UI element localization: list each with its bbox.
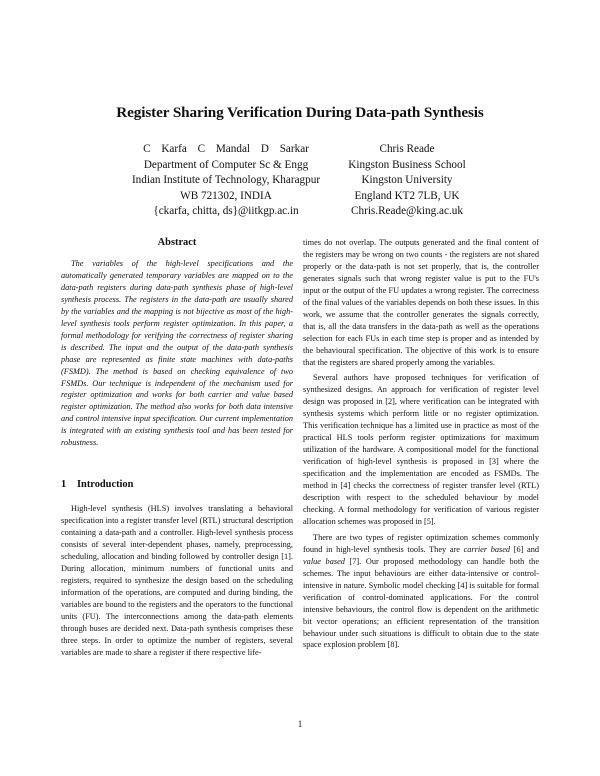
right-column bbox=[303, 237, 539, 651]
left-column bbox=[61, 237, 293, 659]
intro-paragraph-2: Several authors have proposed techniques for verification of synthesized designs. An approach for verification of register level design was proposed in [2], where verification can be integrated with synthesis systems which perform little or no register optimization. This verification technique has a limited use in practice as most of the practical HLS tools perform register optimizations for maximum utilization of the hardware. A compositional model for the functional verification of high-level synthesis is proposed in [3] where the specification and the implementation are encoded as FSMDs. The method in [4] checks the correctness of register transfer level (RTL) description with respect to the scheduled behaviour by model checking. A formal methodology for verification of various register allocation schemes was proposed in [5]. bbox=[303, 373, 539, 526]
author-department: Kingston Business School bbox=[348, 158, 466, 171]
author-block-kingston bbox=[327, 142, 487, 220]
author-institute: Kingston University bbox=[361, 174, 453, 187]
section-title: Introduction bbox=[77, 479, 134, 491]
author-institute: Indian Institute of Technology, Kharagpur bbox=[131, 174, 321, 187]
section-heading-introduction bbox=[61, 479, 293, 491]
author-department: Department of Computer Sc & Engg bbox=[143, 158, 309, 171]
paper-title: Register Sharing Verification During Data-path Synthesis bbox=[116, 104, 484, 121]
author-city: WB 721302, INDIA bbox=[180, 189, 272, 202]
author-names: C Karfa C Mandal D Sarkar bbox=[143, 143, 309, 155]
abstract-text: The variables of the high-level specifications and the automatically generated temporary variables are mapped on to the data-path registers during data-path synthesis phase of high-level synthesis process. The registers in the data-path are usually shared by the variables and the mapping is not bijective as most of the high-level synthesis tools perform register optimization. In this paper, a formal methodology for verifying the correctness of register sharing is described. The input and the output of the data-path synthesis phase are represented as finite state machines with data-paths (FSMD). The method is based on checking equivalence of two FSMDs. Our technique is independent of the mechanism used for register optimization and works for both carrier and value based register optimization. The method also works for both data intensive and control intensive input specification. Our current implementation is integrated with an existing synthesis tool and has been tested for robustness. bbox=[61, 259, 293, 448]
author-name: Chris Reade bbox=[379, 143, 435, 155]
author-block-iit bbox=[116, 142, 336, 220]
term-value-based: value based bbox=[303, 556, 345, 566]
intro-paragraph-3: There are two types of register optimization schemes commonly found in high-level synthesis tools. They are carrier based [6] and value based [7]. Our proposed methodology can handle both the schemes. The input behaviours are either data-intensive or control-intensive in nature. Symbolic model checking [4] is suitable for formal verification of control-dominated applications. For the control intensive behaviours, the control flow is dependent on the arithmetic bit vector operations; an efficient representation of the transition behaviour under such situations is difficult to obtain due to the state space explosion problem [8]. bbox=[303, 532, 539, 650]
section-number: 1 bbox=[61, 479, 67, 491]
term-carrier-based: carrier based bbox=[463, 544, 511, 554]
abstract-heading: Abstract bbox=[157, 237, 197, 248]
author-city: England KT2 7LB, UK bbox=[354, 189, 460, 202]
intro-paragraph-1-continued: times do not overlap. The outputs generated and the final content of the registers may be wrong on two counts - the registers are not shared properly or the data-path is not set properly, that is, the controller generates signals such that wrong register value is put to the FU's input or the output of the FU updates a wrong register. The correctness of the final values of the variables depends on both these issues. In this work, we assume that the controller generates the signals correctly, that is, all the data transfers in the data-path as well as the operations selection for each FUs in each time step is proper and as intended by the behavioural specification. The objective of this work is to ensure that the registers are shared properly among the variables. bbox=[303, 238, 539, 367]
page-number: 1 bbox=[297, 719, 303, 729]
author-email: Chris.Reade@king.ac.uk bbox=[351, 205, 463, 218]
author-email: {ckarfa, chitta, ds}@iitkgp.ac.in bbox=[153, 205, 299, 218]
intro-paragraph-1: High-level synthesis (HLS) involves translating a behavioral specification into a register transfer level (RTL) structural description containing a data-path and a controller. High-level synthesis process consists of several inter-dependent phases, namely, preprocessing, scheduling, allocation and binding followed by controller design [1]. During allocation, minimum numbers of functional units and registers, required to synthesize the design based on the scheduling information of the operations, are computed and during binding, the variables are bound to the registers and the operators to the functional units (FU). The interconnections among the data-path elements through buses are decided next. Data-path synthesis comprises these three steps. In order to optimize the number of registers, several variables are made to share a register if there respective life- bbox=[61, 504, 293, 657]
